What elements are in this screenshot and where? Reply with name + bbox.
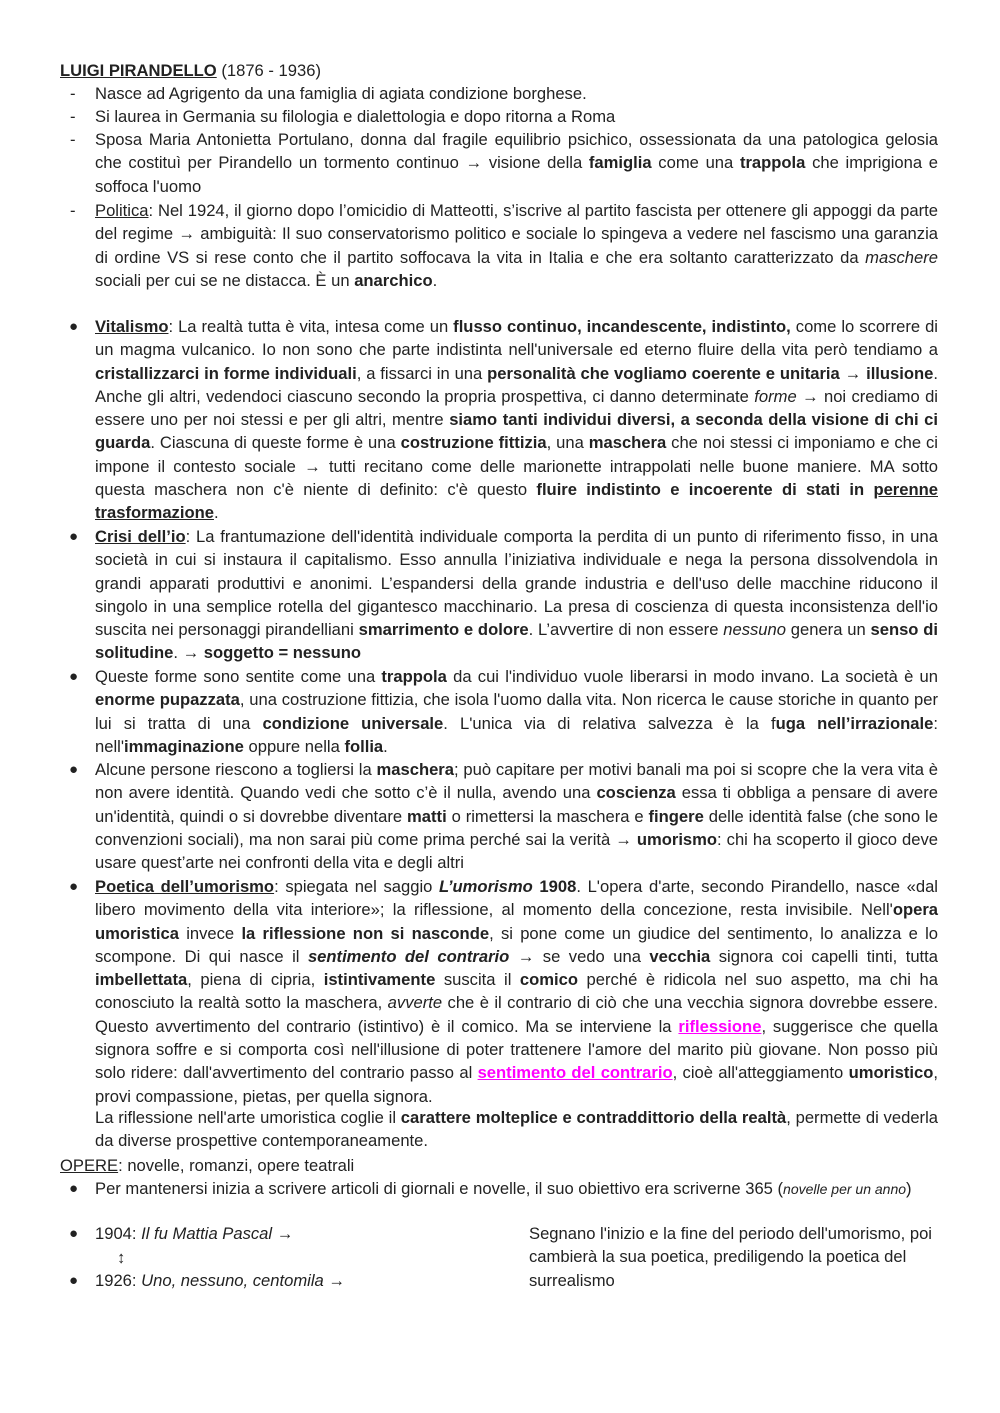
- section-vitalismo: Vitalismo: La realtà tutta è vita, intesa come un flusso continuo, incandescente, indistinto, come lo scorrere di un magma vulcanico. Io non sono che parte indistinta nell'universale ed eterno fluire della vita però tendiamo a cristallizzarci in forme individuali, a fissarci in una personalità che vogliamo coerente e unitaria → illusione. Anche gli altri, vedendoci ciascuno secondo la propria prospettiva, ci danno determinate forme → noi crediamo di essere uno per noi stessi e per gli altri, mentre siamo tanti individui diversi, a seconda della visione di chi ci guarda. Ciascuna di queste forme è una costruzione fittizia, una maschera che noi stessi ci imponiamo e che ci impone il contesto sociale → tutti recitano come delle marionette intrappolati nelle buone maniere. MA sotto questa maschera non c'è niente di definito: c'è questo fluire indistinto e incoerente di stati in perenne trasformazione.: [95, 317, 939, 523]
- dash-marker: -: [70, 84, 76, 103]
- document-title: [60, 59, 321, 82]
- section-crisi-dell-io: Crisi dell’io: La frantumazione dell'identità individuale comporta la perdita di un punto di riferimento fisso, in una società in cui si instaura il capitalismo. Esso annulla l’iniziativa individuale e nega la persona dissolvendola in grandi apparati produttivi e anonimi. L’espandersi della grande industria e dell'uso delle macchine riducono il singolo in una semplice rotella del gigantesco macchinario. La presa di coscienza di questa inconsistenza dell'io suscita nei personaggi pirandelliani smarrimento e dolore. L’avvertire di non essere nessuno genera un senso di solitudine. → soggetto = nessuno: [95, 527, 938, 663]
- bullet-marker: ●: [69, 668, 79, 685]
- bio-item-politica: Politica: Nel 1924, il giorno dopo l’omicidio di Matteotti, s’iscrive al partito fascista per ottenere gli appoggi da parte del regime → ambiguità: Il suo conservatorismo politico e sociale lo spingeva a vedere nel fascismo una garanzia di ordine VS si rese conto che il partito soffocava la vita in Italia e che era soltanto caratterizzato da maschere sociali per cui se ne distacca. È un anarchico.: [95, 201, 938, 290]
- section-maschera: Alcune persone riescono a togliersi la maschera; può capitare per motivi banali ma poi si scopre che la vera vita è non avere identità. Quando vedi che sotto c’è il nulla, avendo una coscienza essa ti obbliga a pensare di avere un'identità, quindi o si dovrebbe diventare matti o rimettersi la maschera e fingere delle identità false (che sono le convenzioni sociali), ma non sarai più come prima perché sai la verità → umorismo: chi ha scoperto il gioco deve usare quest’arte nei confronti della vita e degli altri: [95, 760, 938, 873]
- opere-heading: OPERE: novelle, romanzi, opere teatrali: [60, 1156, 355, 1175]
- bio-item: Sposa Maria Antonietta Portulano, donna dal fragile equilibrio psichico, ossessionata da una patologica gelosia che costituì per Pirandello un tormento continuo → visione della famiglia come una trappola che imprigiona e soffoca l'uomo: [95, 130, 938, 196]
- poetica-conclusion: La riflessione nell'arte umoristica coglie il carattere molteplice e contraddittorio della realtà, permette di vederla da diverse prospettive contemporaneamente.: [95, 1108, 938, 1151]
- bullet-marker: ●: [69, 1180, 79, 1197]
- highlight-riflessione: riflessione: [678, 1016, 762, 1036]
- bullet-marker: ●: [69, 528, 79, 545]
- opere-side-note: Segnano l'inizio e la fine del periodo dell'umorismo, poi cambierà la sua poetica, prediligendo la poetica del surrealismo: [529, 1224, 932, 1290]
- opere-item-1904: 1904: Il fu Mattia Pascal →: [95, 1224, 294, 1243]
- bullet-marker: ●: [69, 878, 79, 895]
- section-trappola: Queste forme sono sentite come una trappola da cui l'individuo vuole liberarsi in modo invano. La società è un enorme pupazzata, una costruzione fittizia, che isola l'uomo dalla vita. Non ricerca le cause storiche in quanto per lui si tratta di una condizione universale. L'unica via di relativa salvezza è la fuga nell’irrazionale: nell'immaginazione oppure nella follia.: [95, 667, 939, 756]
- opere-item: Per mantenersi inizia a scrivere articoli di giornali e novelle, il suo obiettivo era scriverne 365 (novelle per un anno): [95, 1179, 912, 1198]
- bio-item: Si laurea in Germania su filologia e dialettologia e dopo ritorna a Roma: [95, 107, 616, 126]
- dash-marker: -: [70, 107, 76, 126]
- author-dates: (1876 - 1936): [221, 61, 321, 80]
- opere-item-1926: 1926: Uno, nessuno, centomila →: [95, 1271, 345, 1290]
- bullet-marker: ●: [69, 1272, 79, 1289]
- bullet-marker: ●: [69, 1225, 79, 1242]
- section-poetica-umorismo: Poetica dell’umorismo: spiegata nel saggio L’umorismo 1908. L'opera d'arte, secondo Pirandello, nasce «dal libero movimento della vita interiore»; la riflessione, al momento della concezione, resta invisibile. Nell'opera umoristica invece la riflessione non si nasconde, si pone come un giudice del sentimento, lo analizza e lo scompone. Di qui nasce il sentimento del contrario → se vedo una vecchia signora coi capelli tinti, tutta imbellettata, piena di cipria, istintivamente suscita il comico perché è ridicola nel suo aspetto, ma chi ha conosciuto la realtà sotto la maschera, avverte che è il contrario di ciò che una vecchia signora dovrebbe essere. Questo avvertimento del contrario (istintivo) è il comico. Ma se interviene la riflessione, suggerisce che quella signora soffre e si comporta così nell'illusione di poter trattenere l'amore del marito più giovane. Non posso più solo ridere: dall'avvertimento del contrario passo al sentimento del contrario, cioè all'atteggiamento umoristico, provi compassione, pietas, per quella signora.: [95, 877, 939, 1106]
- bullet-marker: ●: [69, 761, 79, 778]
- highlight-sentimento-contrario: sentimento del contrario: [477, 1063, 673, 1083]
- up-down-arrow-icon: ↕: [117, 1248, 126, 1267]
- dash-marker: -: [70, 201, 76, 220]
- bullet-marker: ●: [69, 318, 79, 335]
- bio-item: Nasce ad Agrigento da una famiglia di agiata condizione borghese.: [95, 84, 587, 103]
- author-name: LUIGI PIRANDELLO: [60, 61, 217, 80]
- dash-marker: -: [70, 130, 76, 149]
